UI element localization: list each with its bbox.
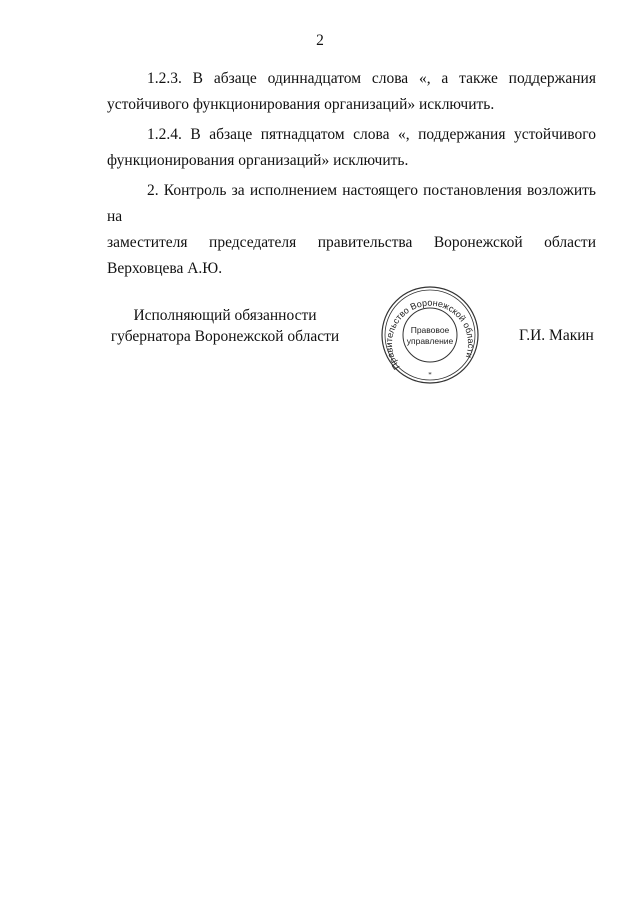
paragraph-2: 2. Контроль за исполнением настоящего постановления возложить на [107, 182, 596, 225]
page-number: 2 [316, 32, 324, 49]
stamp-center-line-2: управление [406, 336, 454, 346]
paragraph-2-line-3: Верховцева А.Ю. [107, 260, 223, 277]
document-body [107, 66, 596, 286]
paragraph-1-2-3: 1.2.3. В абзаце одиннадцатом слова «, а также поддержания устойчивого функционирования организаций» исключить. [107, 70, 596, 113]
paragraph-1-2-4: 1.2.4. В абзаце пятнадцатом слова «, поддержания устойчивого функционирования организаций» исключить. [107, 126, 596, 169]
signatory-name: Г.И. Макин [519, 327, 594, 344]
signatory-title [105, 305, 345, 347]
signatory-title-line-1: Исполняющий обязанности [133, 307, 317, 324]
official-stamp [378, 285, 482, 385]
signatory-title-line-2: губернатора Воронежской области [110, 328, 340, 345]
stamp-star-icon: * [428, 371, 432, 379]
stamp-center-line-1: Правовое [410, 325, 450, 335]
stamp-ring-text: Правительство Воронежской области [383, 297, 477, 372]
paragraph-2-line-2: заместителя председателя правительства Воронежской области [107, 234, 596, 251]
